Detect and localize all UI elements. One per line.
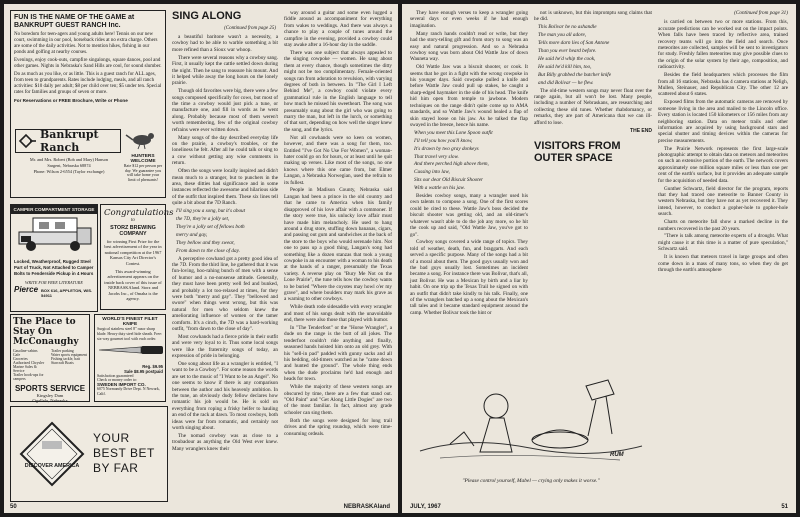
sports-service-name: SPORTS SERVICE (14, 384, 86, 393)
right-footer-date: JULY, 1967 (410, 504, 441, 510)
hunters-welcome-body: Rate $12 per person per day. We guarantee you will take home your limit of pheasants! (123, 163, 163, 182)
article-paragraph: "There is talk among meteorite experts of a drought. What might cause it at this time is a matter of pure speculation," Schwartz said. (658, 233, 788, 253)
article-paragraph: While the majority of these western songs are obscured by time, there are a few that stand out. "Old Paint" and "Get Along Little Dogies" are two of the most familiar. In fact, almost any grade schooler can sing them. (284, 384, 392, 416)
knife-guarantee: Satisfaction guaranteed (97, 374, 134, 379)
lyric-line: That travel very slow. (414, 153, 459, 160)
mcconaughy-title: The Place to Stay On McConaughy (13, 317, 79, 347)
camper-brand-line (11, 285, 97, 298)
camper-truck-illustration (11, 214, 95, 254)
article-paragraph: Exposed films from the automatic cameras are removed by someone living in the area and mailed to the Lincoln office. Every station is located 150 kilometers or 156 miles from any neighboring station. Data on meteor trails and other information are acquired by using background stars and special shutter and timing devices within the cameras for precise measurements. (658, 99, 788, 144)
lyric-line: Sits our dear Old Biscuit Shooter (414, 177, 484, 184)
article-paragraph: People in Madison County, Nebraska said Langan had been a prince in the old country and that he came to America when his family disapproved of his love affair with a commoner. If the story were true, his unlucky love affair must have made him melancholy. He used to hang around a drug store, stuffing down bananas, cigars, and passing out gum and sandwiches at the back of the store to the boys who would serenade him. Not one to pass up a good thing, Langan's song had something like a dozen stanzas that took a young cowpoke in an encounter with a woman to his death at the hands of a ranger, presumably the Texas variety. A reverse play on "Bury Me Not on the Lone Prairie", the tune tells how the cowboy wants to be buried "Where the coyotes may howl o'er my grave", and where boulders may mark his grave as a warning to other cowboys. (284, 187, 392, 303)
bankrupt-ranch-logo (15, 129, 121, 153)
sports-service-location: Kingsley Dam (36, 393, 64, 398)
knife-ad-title: WORLD'S FINEST FILET KNIFE (102, 317, 158, 327)
article-paragraph: The old-time western songs may never float over the range again, but all won't be lost. Many people, including a number of Nebraskans, are researching and collecting these old tunes. Whether rhabdomancy, or remarks, they are part of Americana that we can ill-afford to lose. (534, 87, 652, 126)
congrats-body: for winning First Prize for the best advertisement of the year in national competition at the 1967 Kansas City Art Director's Contest. (104, 239, 162, 266)
lyric-line: the 7D, they're a jolly set, (176, 215, 230, 222)
visitors-continued: (Continued from page 31) (734, 10, 788, 16)
camper-literature: WRITE FOR FREE LITERATURE (25, 280, 83, 285)
lyric-line: With a wattle on his jaw. (414, 185, 465, 192)
lyric-line: When you meet this Lone Spoon outfit (414, 129, 493, 136)
knife-sale-price: Sale $8.95 postpaid (124, 369, 163, 375)
article-paragraph: Besides the field headquarters which processes the film from all 16 stations, Nebraska has 4 camera stations at Neligh, Mullen, Steinauer, and Republican City. The other 12 are scattered about 6 states. (658, 72, 788, 98)
article-paragraph: Charts on meteorite fall show a marked decline in the numbers recovered in the past 20 years. (658, 219, 788, 232)
right-page (402, 4, 796, 513)
lyric-line: But Billy grabbed the butcher knife (538, 71, 612, 78)
best-bet-slogan: YOUR BEST BET BY FAR (93, 431, 155, 475)
lyric-line: I'll sing you a song, but it's about (176, 208, 246, 215)
lyric-line: He said he'd whip the cook, (538, 55, 596, 62)
knife-company-address: 6075 Normandy Drive Dept. N Newark, Calif. (97, 387, 160, 396)
article-paragraph: Besides cowboy songs, many a wrangler used his own talents to compose a song. One of the first scores could be cited to these. Wattle Jaw's boss decided the biscuit shooter was getting old, and an old-timer's whatever wasn't able to do the job any more, so he hit the cook up and said, "Old Wattle Jaw, you've got to go". (410, 193, 528, 238)
mcconaughy-services (13, 349, 87, 381)
lyric-line: They're a jolly set of fellows both (176, 223, 245, 230)
left-page (4, 4, 398, 513)
discover-america-badge (17, 419, 87, 489)
lyric-line: The man you all adore, (538, 32, 587, 39)
hunters-welcome-box (123, 127, 163, 181)
right-column-1 (410, 10, 528, 352)
article-paragraph: A perceptive cowhand got a pretty good idea of the 7D. From the third line, he gathered that it was fun-loving, hoo-rahing bunch of men with a sense of humor and a no-nonsense attitude. Generally, they must have been pretty well fed and bunked, and probably a lot too-relaxed at times, for they were both "merry and gay". They "bellowed and swore" when things went wrong, but this was natural for men who seldom knew the ameliorating influence of women or the tamer comforts. It's a cinch, the 7D was a hard-working outfit, "from dawn to the close of day". (172, 255, 278, 332)
service-item: Groceries (13, 357, 28, 361)
article-paragraph: not is unknown, but this impromptu song claims that he did. (534, 10, 652, 23)
article-paragraph: is carried on between two or more stations. From this, accurate predictions can be worked out on the impact points. When falls have been traced by reflective area, trained recovery teams will go into the field and search. Once meteorites are collected, samples will be sent to investigators for study. Freshly fallen meteorites may give possible clues to the origin of the solar system by their age, composition, and radioactivity. (658, 19, 788, 71)
article-paragraph: Often the songs were locally inspired and didn't mean much to a stranger, but to punchers in the area, these ditties had significance and in some instances reflected the awesome and hilarious side of the outfit that inspired them. These six lines tell quite a bit about the 7D Ranch. (172, 168, 278, 207)
article-paragraph: Many songs of the day described everyday life on the prairie, a cowboy's troubles, or the loneliness he felt. After all he could talk or sing to a cow without getting any wise comments in return. (172, 134, 278, 167)
congrats-body-2: This award-winning advertisement appears on the inside back cover of this issue of NEBRASKAland. Storz and Jacobs Inc., of Omaha is the agency. (104, 269, 162, 302)
right-page-number: 51 (781, 504, 788, 510)
article-paragraph: Both the songs were designed for long trail drives and the spring roundup, which were time-consuming ordeals. (284, 417, 392, 437)
sing-along-title: SING ALONG (172, 10, 242, 22)
guest-ranch-body-3: Do as much as you like, or as little. This is a guest ranch for ALL ages, from teen to grandparents. Rates include lodging, meals, and all ranch activities: $10 daily per adult; $8 per child over ten; $5 under ten. Special rates for families and groups of seven or more. (14, 72, 162, 95)
knife-check: Check or money order to: (97, 378, 137, 383)
article-paragraph: The Prairie Network represents the first large-scale photographic attempt to obtain data on meteors and meteorites on such an extensive portion of the earth. The network covers approximately one million square miles or less than one per cent of the earth's surface, but it provides an adequate sample for the acquisition of needed data. (658, 145, 788, 184)
article-paragraph: Gunther Schwartz, field director for the program, reports that they had traced one meteorite to Banner County in western Nebraska, but they have not as yet recovered it. They intend, however, to conduct a gopher-hole to gopher-hole search. (658, 185, 788, 218)
congrats-company: STORZ BREWING COMPANY (110, 225, 156, 237)
lyric-line: He said he'd kill him, too, (538, 63, 592, 70)
camper-features (11, 259, 97, 277)
camper-storage-title: CAMPER COMPARTMENT STORAGE (11, 205, 97, 214)
camper-feature: Locked, Weatherproof, Rugged Steel (14, 259, 91, 264)
lyric-line: It's drawn by two gray donkeys (414, 145, 479, 152)
service-item: Starcraft Boats (51, 361, 74, 365)
lyric-line: And there perched high above them, (414, 161, 489, 168)
camper-storage-ad (10, 204, 98, 312)
hunters-welcome-title: HUNTERS WELCOME (130, 154, 156, 164)
cartoon-signature: RUM (610, 452, 624, 458)
sing-along-column-1 (172, 34, 278, 502)
article-paragraph: There was one subject that always appealed to the singing cowpoke — women. He sang about them at every chance, though sometimes the ditty might not be too complimentary. Female-oriented songs ran from adoration to revulsion, with varying degrees of both in between. In "The Girl I Left Behind Me", a cowboy could violate every grammatical rule in the English language to tell how much he missed his sweetheart. The song was presumably sung about the girl who was going to marry the man, but left in the lurch, or something of that sort, depending on how well the singer knew the song, and the lyrics. (284, 49, 392, 133)
guest-ranch-body: No boredom for teen-agers and young adults here! Tennis on our new court, swimming in our pool, horseback rides at no extra charge. Others are some of the daily activities. Not to mention hikes, fishing in our ponds and golfing at nearby courses. (14, 32, 158, 55)
lyric-line: and did Bolivar — he flew. (538, 79, 594, 86)
article-paragraph: There were several reasons why a cowboy sang. First, it usually kept the cattle settled down during the night. Then he sang to reassure his mount. And it helped while away the long hours on the lonely prairie. (172, 54, 278, 87)
knife-reg-price: Reg. $9.95 (142, 364, 163, 370)
guest-ranch-reservations: For Reservations or FREE Brochure, Write or Phone (14, 98, 128, 103)
camper-feature: Bolts to Fenderside Pickup in 4 Hours (14, 271, 94, 276)
ranch-phone: Phone: Wilson 2-6554 (Taylor exchange) (33, 169, 105, 174)
lyric-line: Tells more darn lies of San Antone (538, 40, 610, 47)
article-paragraph: The nomad cowboy was as close to a troubadour as anything the Old West ever knew. Many wranglers knew their (172, 432, 278, 452)
ranch-owners: Mr. and Mrs. Robert (Bob and Mary) Hanson (29, 157, 109, 162)
article-paragraph: a beautiful baritone wasn't a necessity, a cowboy had to be able to warble something a bit more refined than a Sioux war whoop. (172, 34, 278, 53)
service-item: Trailer hook-ups for campers (13, 373, 44, 381)
lyric-line: I'll tell you how you'll know, (414, 137, 473, 144)
the-end-marker: THE END (630, 127, 652, 134)
ranch-address: Sargent, Nebraska 68874 (47, 163, 91, 168)
article-paragraph: Cowboy songs covered a wide range of topics. They told of weather, death, fun, and braggarts. And each served a specific purpose. Many of the songs had a bit of a moral about them. The good guys usually won and the bad guys usually lost. Sometimes an incident became a song. For instance there was Bolivar, that's all, just Bolivar. He was a Mexican by birth and a liar by habit. On one trip up the Texas Trail he signed on with an outfit that didn't take kindly to his talk. Finally, one of the wranglers batched up a song about the Mexican's tall tales and it became standard equipment around the camp. Whether Bolivar took the hint or (410, 239, 528, 316)
knife-ad-body: Surgical stainless steel 8" razor sharp blade. Heavy duty steel hide sheath. Free: six-way gourmet tool with each order. (97, 327, 163, 341)
congrats-to: to (131, 218, 135, 223)
article-paragraph: Old Wattle Jaw was a biscuit shooter, or cook. It seems that he got in a fight with the wrong cowpoke in his younger days. Said cowpoke pulled a knife and before Wattle Jaw could pull up stakes, he caught a sharp-edged haymaker in the side of his head. The knife hid him open from temple to jawbone. Modern techniques on the range didn't quite come up to AMA standards, and so Wattle Jaw's wound healed a flap of skin stayed loose on his jaw. As he talked the flap swayed in the breeze, hence his name. (410, 64, 528, 128)
right-column-2 (534, 10, 652, 352)
mcconaughy-ad (10, 314, 90, 402)
service-item: Trailer parking (51, 349, 74, 353)
bankrupt-ranch-logo-text: Bankrupt Ranch (40, 128, 99, 154)
cattle-brand-icon (18, 132, 38, 150)
pierce-address: BOX 616, APPLETON, WIS. 54911 (41, 288, 93, 298)
visitors-column (658, 10, 788, 502)
lyric-line: From dawn to the close of day. (176, 247, 240, 254)
discover-america-text: DISCOVER AMERICA (24, 463, 80, 469)
camper-feature: Part of Truck, Not Attached to Camper (14, 265, 94, 270)
storz-congrats-ad (100, 204, 174, 310)
left-page-number: 50 (10, 504, 17, 510)
guest-ranch-ad (10, 10, 166, 198)
article-paragraph: While death rode sidesaddle with every wrangler and most of his songs dealt with the unavoidable end, there were also those that played with humor. (284, 304, 392, 324)
lyric-line: This Bolivar he no ashandle (538, 24, 597, 31)
lyric-line: They bellow and they swear, (176, 239, 235, 246)
guest-ranch-body-2: Evenings, enjoy cook-outs, campfire singalongs, square dances, pool and other games. Nights in Nebraska's Sand Hills are cool, for sound slumber. (14, 58, 162, 69)
lyric-line: Cussing into law, (414, 169, 450, 176)
article-paragraph: In "The Tenderfoot" or the "Horse Wrangler", a dude on the range is the butt of all jokes. The tenderfoot couldn't ride anything and finally, seasoned hands hoisted him onto an old grey. With his "sell-in pad" padded with gunny sacks and all his bedding, old-timers watched as he "came down and hunted the ground". The whole thing ends when the dude proclaims he'd had enough and heads for town. (284, 325, 392, 383)
cartoon-illustration (410, 356, 652, 476)
sports-service-town: Ogallala, Nebraska (32, 398, 68, 403)
service-item: Authorized Chrysler Marine Sales & Service (13, 361, 45, 373)
service-item: Gasoline-cabins (13, 349, 38, 353)
lyric-line: merry and gay, (176, 231, 208, 238)
discover-america-ad (10, 406, 168, 502)
article-paragraph: It is known that meteors travel in large groups and often come down in a mass of many tons, so when they do get through the earth's atmosphere (658, 254, 788, 273)
article-paragraph: way around a guitar and some even lugged a fiddle around as accompaniment for everything from wakes to weddings. And there was always a chance to play a couple of tunes around the campfire in the evening, provided a cowboy could stay awake after a 16-hour day in the saddle. (284, 10, 392, 49)
congrats-title: Congratulations (104, 208, 174, 218)
fillet-knife-ad (94, 314, 166, 402)
visitors-title: VISITORS FROM OUTER SPACE (534, 139, 621, 164)
article-paragraph: One song about life as a wrangler is entitled, "I want to be a Cowboy". For some reason the words are set to the music of "I Want to be an Angel". No one seems to know if there is any comparison between the author and his heavenly ambition. In the tune, an obviously dudy fellow declares how romantic his job would be. He is sold on everything from roping a frisky heifer to hauling an end of the rack at dawn. To most cowboys, both ideas were far from romantic, and certainly not worth singing about. (172, 361, 278, 432)
service-item: Fishing tackle, bait (51, 357, 80, 361)
service-item: Cafe (13, 353, 21, 357)
guest-ranch-headline: FUN IS THE NAME OF THE GAME at BANKRUPT GUEST RANCH Inc. (14, 14, 135, 29)
left-footer-magazine: NEBRASKAland (343, 504, 390, 510)
article-paragraph: Most cowhands had a fierce pride in their outfit and were very loyal to it. Thus some local songs were like the fraternity songs of today, an expression of pride in belonging. (172, 333, 278, 360)
article-paragraph: Many ranch hands couldn't read or write, but they had the story-telling gift and from story to song was an easy and natural progression. And so a Nebraska cowboy song was born about Old Wattle Jaw of down Wauneta way. (410, 30, 528, 63)
lyric-line: Than you ever heard before. (538, 48, 597, 55)
pierce-logo: Pierce (14, 285, 39, 294)
pheasant-icon (126, 127, 160, 149)
sing-along-column-2 (284, 10, 392, 502)
cartoon-caption: "Please control yourself, Mabel — crying only makes it worse." (462, 478, 600, 484)
article-paragraph: Though old favorites were big, there were a few songs composed specifically for cows, but most of the time a cowboy would just pick a tune, or manufacture one, and fill in words as he went along. Probably because most of them weren't worth remembering, few of the original cowboy refrains were ever written down. (172, 88, 278, 133)
service-item: Water sports equipment (51, 353, 87, 357)
sing-along-continued: (Continued from page 25) (224, 26, 276, 31)
article-paragraph: They have enough verses to keep a wrangler going several days or even weeks if he had enough imagination. (410, 10, 528, 29)
knife-company: SWEDEN IMPORT CO. (97, 382, 146, 388)
knife-illustration (97, 341, 165, 359)
cartoon (410, 356, 652, 502)
article-paragraph: Not all cowhands were so keen on women, however, and there was a song for them, too. Entitled "I've Got No Use For Women", a woman-hater could go on for hours, or at least until he quit making up verses. Like most of the songs, no one knows where this one came from, but Elmer Langan, a Nebraska Norwegian, used the refrain to its fullest. (284, 134, 392, 186)
